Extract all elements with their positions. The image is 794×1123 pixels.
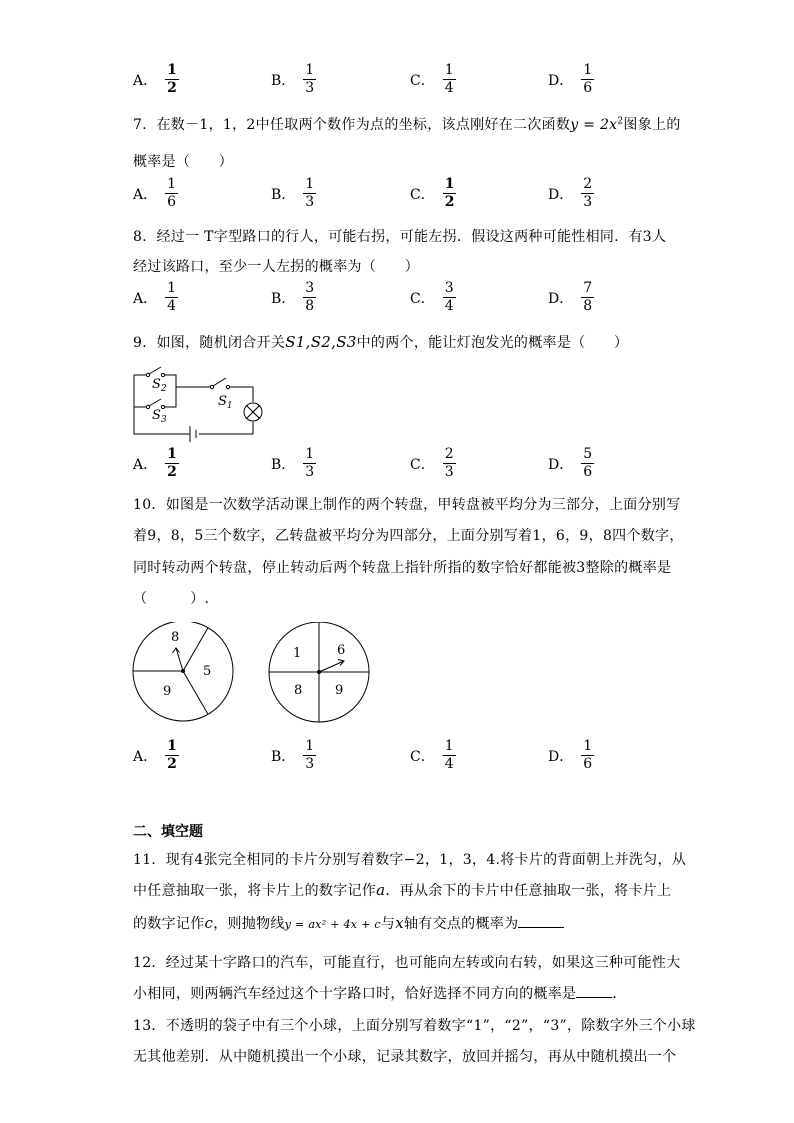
q10-option-c[interactable]: C． $\frac{1}{4}$: [410, 738, 454, 772]
q11-answer-blank[interactable]: [518, 927, 564, 928]
section-heading-fill-in: 二、填空题: [133, 824, 203, 840]
fraction: $\frac{1}{2}$: [167, 738, 177, 772]
circuit-diagram: [128, 364, 268, 442]
q7-option-c[interactable]: C． $\frac{1}{2}$: [410, 176, 455, 210]
fraction: $\frac{2}{3}$: [583, 176, 593, 210]
fraction: $\frac{5}{6}$: [583, 446, 593, 480]
fraction: $\frac{2}{3}$: [444, 446, 454, 480]
q8-option-d[interactable]: D． $\frac{7}{8}$: [548, 280, 593, 314]
fraction: $\frac{1}{3}$: [305, 62, 315, 96]
spinner-jia-center: [182, 670, 185, 673]
q10-stem-line3: 同时转动两个转盘，停止转动后两个转盘上指针所指的数字恰好都能被3整除的概率是: [133, 560, 672, 576]
spinner-yi-label-1: 1: [293, 646, 302, 661]
fraction: $\frac{1}{2}$: [444, 176, 455, 210]
q9-option-a[interactable]: A． $\frac{1}{2}$: [133, 446, 177, 480]
q13-stem-line1: 13．不透明的袋子中有三个小球，上面分别写着数字“1”，“2”，“3”，除数字外三个小球: [133, 1018, 696, 1034]
spinner-jia-arrowhead: [173, 648, 180, 653]
s2-blade: [149, 367, 161, 374]
q12-answer-blank[interactable]: [576, 997, 612, 998]
q11-parabola: y = ax² + 4x + c: [284, 918, 381, 931]
s1-blade: [213, 378, 226, 386]
q9-options: [0, 446, 794, 486]
q12-stem-line1: 12．经过某十字路口的汽车，可能直行，也可能向左转或向右转，如果这三种可能性大: [133, 955, 681, 971]
q7-stem-line1: 7．在数－1，1，2中任取两个数作为点的坐标，该点刚好在二次函数$y = 2x^2$图象上的: [133, 116, 681, 133]
q10-option-d[interactable]: D． $\frac{1}{6}$: [548, 738, 593, 772]
q6-option-c[interactable]: C． $\frac{1}{4}$: [410, 62, 454, 96]
q9-option-c[interactable]: C． $\frac{2}{3}$: [410, 446, 454, 480]
q8-stem-line1: 8．经过一 T字型路口的行人，可能右拐，可能左拐．假设这两种可能性相同．有3人: [133, 229, 667, 245]
spinner-yi-label-8: 8: [294, 683, 303, 698]
fraction: $\frac{7}{8}$: [583, 280, 593, 314]
circuit-wire-right: [199, 422, 253, 434]
spinner-jia-label-5: 5: [203, 664, 212, 679]
q7-option-d[interactable]: D． $\frac{2}{3}$: [548, 176, 593, 210]
q7-function: y = 2x: [570, 117, 618, 133]
fraction: $\frac{1}{4}$: [444, 738, 454, 772]
q8-option-c[interactable]: C． $\frac{3}{4}$: [410, 280, 454, 314]
q11-stem-line3: 的数字记作c，则抛物线y = ax² + 4x + c与x轴有交点的概率为: [133, 913, 564, 933]
s2-contact: [161, 373, 164, 376]
fraction: $\frac{1}{6}$: [583, 62, 593, 96]
q7-option-b[interactable]: B． $\frac{1}{3}$: [271, 176, 315, 210]
q13-stem-line2: 无其他差别．从中随机摸出一个小球，记录其数字，放回并摇匀，再从中随机摸出一个: [133, 1049, 677, 1065]
q9-option-d[interactable]: D． $\frac{5}{6}$: [548, 446, 593, 480]
q10-stem-line1: 10．如图是一次数学活动课上制作的两个转盘，甲转盘被平均分为三部分，上面分别写: [133, 497, 681, 513]
circuit-wire-parallel-right: [165, 375, 176, 407]
q10-option-a[interactable]: A． $\frac{1}{2}$: [133, 738, 177, 772]
q6-option-d[interactable]: D． $\frac{1}{6}$: [548, 62, 593, 96]
q11-stem-line1: 11．现有4张完全相同的卡片分别写着数字−2，1，3，4.将卡片的背面朝上并洗匀，从: [133, 852, 687, 868]
q6-option-a[interactable]: A． $\frac{1}{2}$: [133, 62, 177, 96]
q9-stem: 9．如图，随机闭合开关S1,S2,S3中的两个，能让灯泡发光的概率是（ ）: [133, 333, 629, 351]
fraction: $\frac{1}{2}$: [167, 446, 177, 480]
fraction: $\frac{1}{2}$: [167, 62, 177, 96]
fraction: $\frac{3}{8}$: [305, 280, 315, 314]
q9-switches: S1,S2,S3: [285, 333, 357, 351]
s1-label: $S_1$: [218, 394, 233, 411]
q7-options: [0, 176, 794, 216]
fraction: $\frac{1}{3}$: [305, 176, 315, 210]
q11-stem-line2: 中任意抽取一张，将卡片上的数字记作a．再从余下的卡片中任意抽取一张，将卡片上: [133, 881, 672, 899]
q10-options: [0, 738, 794, 778]
q6-options: [0, 62, 794, 102]
spinner-yi-label-9: 9: [335, 683, 344, 698]
q7-option-a[interactable]: A． $\frac{1}{6}$: [133, 176, 177, 210]
q8-stem-line2: 经过该路口，至少一人左拐的概率为（ ）: [133, 259, 419, 275]
spinner-jia-label-9: 9: [163, 684, 172, 699]
spinner-yi-label-6: 6: [337, 643, 346, 658]
fraction: $\frac{1}{3}$: [305, 446, 315, 480]
spinner-jia-pointer: [176, 648, 183, 671]
spinner-yi-pointer: [319, 661, 344, 672]
spinner-jia: [133, 622, 233, 721]
fraction: $\frac{1}{6}$: [167, 176, 177, 210]
q8-options: [0, 280, 794, 320]
s1-contact: [226, 385, 229, 388]
spinner-yi: [269, 622, 369, 722]
q7-stem-line2: 概率是（ ）: [133, 154, 234, 170]
q8-option-a[interactable]: A． $\frac{1}{4}$: [133, 280, 177, 314]
s3-blade: [149, 399, 161, 406]
spinners-figure: [128, 622, 378, 728]
spinner-yi-center: [318, 671, 321, 674]
q10-stem-line4: （ ）.: [133, 591, 210, 607]
fraction: $\frac{1}{4}$: [167, 280, 177, 314]
q6-option-b[interactable]: B． $\frac{1}{3}$: [271, 62, 315, 96]
q9-option-b[interactable]: B． $\frac{1}{3}$: [271, 446, 315, 480]
q10-option-b[interactable]: B． $\frac{1}{3}$: [271, 738, 315, 772]
q10-stem-line2: 着9，8，5三个数字，乙转盘被平均分为四部分，上面分别写着1，6，9，8四个数字，: [133, 528, 684, 544]
spinner-jia-label-8: 8: [171, 630, 180, 645]
s3-contact: [161, 405, 164, 408]
fraction: $\frac{1}{6}$: [583, 738, 593, 772]
s2-label: $S_2$: [152, 377, 167, 394]
fraction: $\frac{1}{3}$: [305, 738, 315, 772]
q12-stem-line2: 小相同，则两辆汽车经过这个十字路口时，恰好选择不同方向的概率是 ．: [133, 986, 627, 1002]
fraction: $\frac{1}{4}$: [444, 62, 454, 96]
fraction: $\frac{3}{4}$: [444, 280, 454, 314]
circuit-wire-to-bulb: [230, 387, 253, 402]
s3-label: $S_3$: [152, 408, 167, 425]
q8-option-b[interactable]: B． $\frac{3}{8}$: [271, 280, 315, 314]
